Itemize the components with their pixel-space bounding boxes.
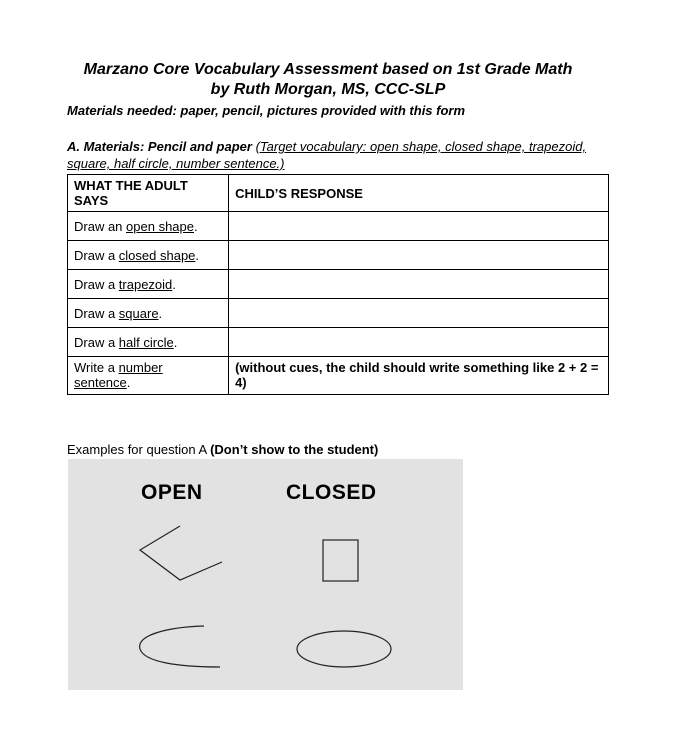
vocab-term: open shape: [126, 218, 194, 234]
table-header-row: [68, 175, 609, 212]
prompt-suffix: .: [158, 305, 163, 321]
open-label: OPEN: [141, 481, 203, 504]
vocab-term: half circle: [118, 334, 174, 350]
assessment-table: [67, 174, 609, 395]
prompt-cell: [68, 328, 229, 357]
prompt-prefix: Draw a: [74, 305, 119, 321]
vocab-term: number sentence: [74, 360, 163, 390]
prompt-suffix: .: [193, 218, 198, 234]
response-cell: [229, 270, 609, 299]
materials-needed: Materials needed: paper, pencil, pictures provided with this form: [67, 103, 466, 118]
prompt-suffix: .: [126, 375, 131, 390]
prompt-cell: [68, 357, 229, 395]
title-line-1: Marzano Core Vocabulary Assessment based on 1st Grade Math: [83, 61, 573, 78]
example-shapes: [68, 459, 463, 690]
response-cell: [229, 212, 609, 241]
prompt-cell: [68, 212, 229, 241]
examples-caption: [67, 442, 378, 457]
open-half-circle-shape: [140, 626, 220, 667]
closed-label: CLOSED: [286, 481, 377, 504]
closed-square-shape: [323, 540, 358, 581]
response-cell: [229, 328, 609, 357]
prompt-suffix: .: [172, 276, 176, 292]
prompt-prefix: Draw a: [74, 247, 119, 263]
header-child-response: CHILD’S RESPONSE: [229, 175, 609, 212]
examples-note: (Don’t show to the student): [210, 442, 379, 457]
table-row: [68, 241, 609, 270]
closed-oval-shape: [297, 631, 391, 667]
response-cell: [229, 299, 609, 328]
title-line-2: by Ruth Morgan, MS, CCC-SLP: [210, 81, 446, 98]
table-row: [68, 270, 609, 299]
target-vocabulary: (Target vocabulary: open shape, closed shape, trapezoid, square, half circle, number sentence.): [67, 139, 587, 171]
prompt-cell: [68, 241, 229, 270]
table-row: [68, 357, 609, 395]
section-a-heading: [67, 138, 612, 172]
prompt-suffix: .: [173, 334, 178, 350]
prompt-cell: [68, 270, 229, 299]
table-row: [68, 299, 609, 328]
prompt-prefix: Draw a: [74, 276, 119, 292]
header-adult-says: WHAT THE ADULT SAYS: [68, 175, 229, 212]
section-a-label: A. Materials: Pencil and paper: [67, 139, 256, 154]
prompt-prefix: Draw an: [74, 218, 127, 234]
examples-panel: [68, 459, 463, 690]
vocab-term: trapezoid: [118, 276, 173, 292]
prompt-cell: [68, 299, 229, 328]
response-cell: (without cues, the child should write something like 2 + 2 = 4): [229, 357, 609, 395]
table-row: [68, 212, 609, 241]
response-cell: [229, 241, 609, 270]
examples-intro: Examples for question A: [67, 442, 211, 457]
vocab-term: square: [118, 305, 159, 321]
prompt-suffix: .: [195, 247, 200, 263]
vocab-term: closed shape: [118, 247, 196, 263]
prompt-prefix: Draw a: [74, 334, 119, 350]
table-row: [68, 328, 609, 357]
prompt-prefix: Write a: [74, 360, 119, 375]
open-angle-shape: [140, 526, 222, 580]
